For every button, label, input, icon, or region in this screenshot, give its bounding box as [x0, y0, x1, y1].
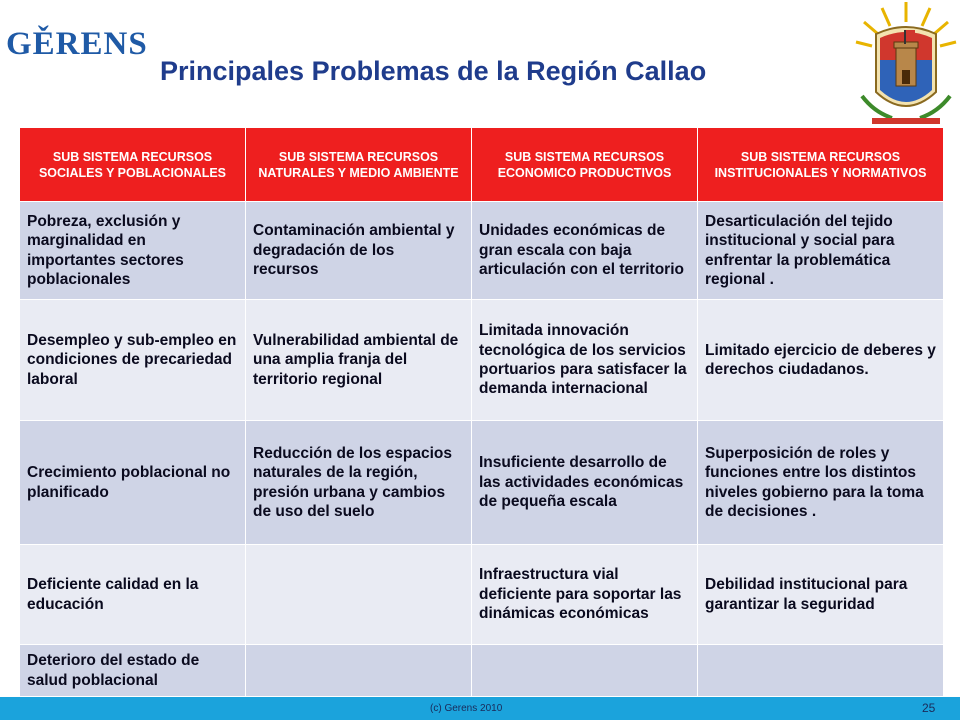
footer-bar — [0, 697, 960, 720]
table-cell: Superposición de roles y funciones entre los distintos niveles gobierno para la toma de decisiones . — [698, 421, 944, 545]
table-cell — [246, 545, 472, 645]
table-row — [20, 645, 944, 697]
table-cell: Deficiente calidad en la educación — [20, 545, 246, 645]
table-cell: Limitada innovación tecnológica de los servicios portuarios para satisfacer la demanda internacional — [472, 300, 698, 421]
problems-table — [19, 127, 944, 697]
slide-title: Principales Problemas de la Región Callao — [160, 56, 707, 86]
header-institutional-normative: SUB SISTEMA RECURSOS INSTITUCIONALES Y NORMATIVOS — [698, 128, 944, 202]
table-cell: Insuficiente desarrollo de las actividades económicas de pequeña escala — [472, 421, 698, 545]
table-row — [20, 421, 944, 545]
header-natural-environment: SUB SISTEMA RECURSOS NATURALES Y MEDIO AMBIENTE — [246, 128, 472, 202]
table-cell: Contaminación ambiental y degradación de los recursos — [246, 202, 472, 300]
table-cell: Deterioro del estado de salud poblacional — [20, 645, 246, 697]
gerens-logo: GĚRENS — [6, 26, 148, 62]
header-social-population: SUB SISTEMA RECURSOS SOCIALES Y POBLACIONALES — [20, 128, 246, 202]
table-cell — [698, 645, 944, 697]
header-economic-productive: SUB SISTEMA RECURSOS ECONOMICO PRODUCTIVOS — [472, 128, 698, 202]
table-cell: Infraestructura vial deficiente para soportar las dinámicas económicas — [472, 545, 698, 645]
table-cell: Limitado ejercicio de deberes y derechos ciudadanos. — [698, 300, 944, 421]
table-cell — [246, 645, 472, 697]
page-number: 25 — [922, 701, 936, 715]
table-cell: Pobreza, exclusión y marginalidad en importantes sectores poblacionales — [20, 202, 246, 300]
table-cell — [472, 645, 698, 697]
callao-coat-of-arms-icon — [852, 0, 960, 128]
table-cell: Unidades económicas de gran escala con baja articulación con el territorio — [472, 202, 698, 300]
table-row — [20, 202, 944, 300]
table-header-row — [20, 128, 944, 202]
table-cell: Debilidad institucional para garantizar la seguridad — [698, 545, 944, 645]
table-row — [20, 545, 944, 645]
table-cell: Desarticulación del tejido institucional y social para enfrentar la problemática regional . — [698, 202, 944, 300]
table-cell: Desempleo y sub-empleo en condiciones de precariedad laboral — [20, 300, 246, 421]
table-cell: Crecimiento poblacional no planificado — [20, 421, 246, 545]
table-cell: Reducción de los espacios naturales de la región, presión urbana y cambios de uso del suelo — [246, 421, 472, 545]
table-cell: Vulnerabilidad ambiental de una amplia franja del territorio regional — [246, 300, 472, 421]
copyright-text: (c) Gerens 2010 — [430, 703, 503, 714]
table-row — [20, 300, 944, 421]
